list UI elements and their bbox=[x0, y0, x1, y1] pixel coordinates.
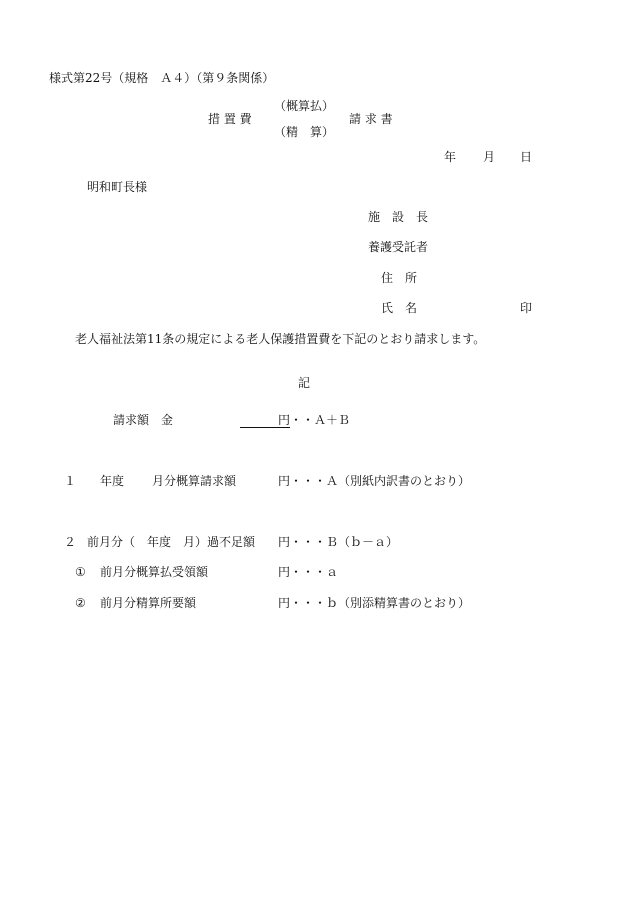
title-option-settlement: （精 算） bbox=[274, 125, 335, 139]
item1-number: １ bbox=[64, 474, 77, 488]
title-prefix: 措 置 費 bbox=[208, 112, 252, 126]
address-label: 住 所 bbox=[381, 271, 418, 285]
sub2-amount: 円・・・ｂ（別添精算書のとおり） bbox=[278, 596, 471, 610]
sub1-number: ① bbox=[75, 565, 86, 579]
claim-amount-underline bbox=[240, 427, 290, 428]
date-month: 月 bbox=[483, 150, 496, 164]
body-text: 老人福祉法第11条の規定による老人保護措置費を下記のとおり請求します。 bbox=[75, 332, 486, 346]
item1-nendo: 年度 bbox=[100, 474, 125, 488]
sub2-description: 前月分精算所要額 bbox=[100, 596, 197, 610]
item2-number: ２ bbox=[64, 535, 77, 549]
form-number-label: 様式第22号（規格 Ａ４）（第９条関係） bbox=[49, 71, 275, 85]
sub1-amount: 円・・・ａ bbox=[278, 565, 339, 579]
date-day: 日 bbox=[520, 150, 533, 164]
seal-mark: 印 bbox=[520, 301, 533, 315]
title-option-advance: （概算払） bbox=[274, 99, 335, 113]
sub2-number: ② bbox=[75, 596, 86, 610]
claim-formula: ・・Ａ＋Ｂ bbox=[290, 413, 351, 427]
item1-amount: 円・・・Ａ（別紙内訳書のとおり） bbox=[278, 474, 471, 488]
item2-description: 前月分（ 年度 月）過不足額 bbox=[87, 535, 256, 549]
item1-description: 月分概算請求額 bbox=[152, 474, 237, 488]
ki-heading: 記 bbox=[298, 376, 311, 390]
item2-amount: 円・・・Ｂ（ｂ－ａ） bbox=[278, 535, 399, 549]
claim-label: 請求額 金 bbox=[113, 413, 174, 427]
sub1-description: 前月分概算払受領額 bbox=[100, 565, 209, 579]
claim-yen: 円 bbox=[278, 413, 291, 427]
name-label: 氏 名 bbox=[381, 301, 418, 315]
addressee: 明和町長様 bbox=[87, 180, 148, 194]
facility-head-label: 施 設 長 bbox=[368, 210, 429, 224]
date-year: 年 bbox=[444, 150, 457, 164]
title-suffix: 請 求 書 bbox=[349, 112, 393, 126]
contractor-label: 養護受託者 bbox=[368, 240, 429, 254]
